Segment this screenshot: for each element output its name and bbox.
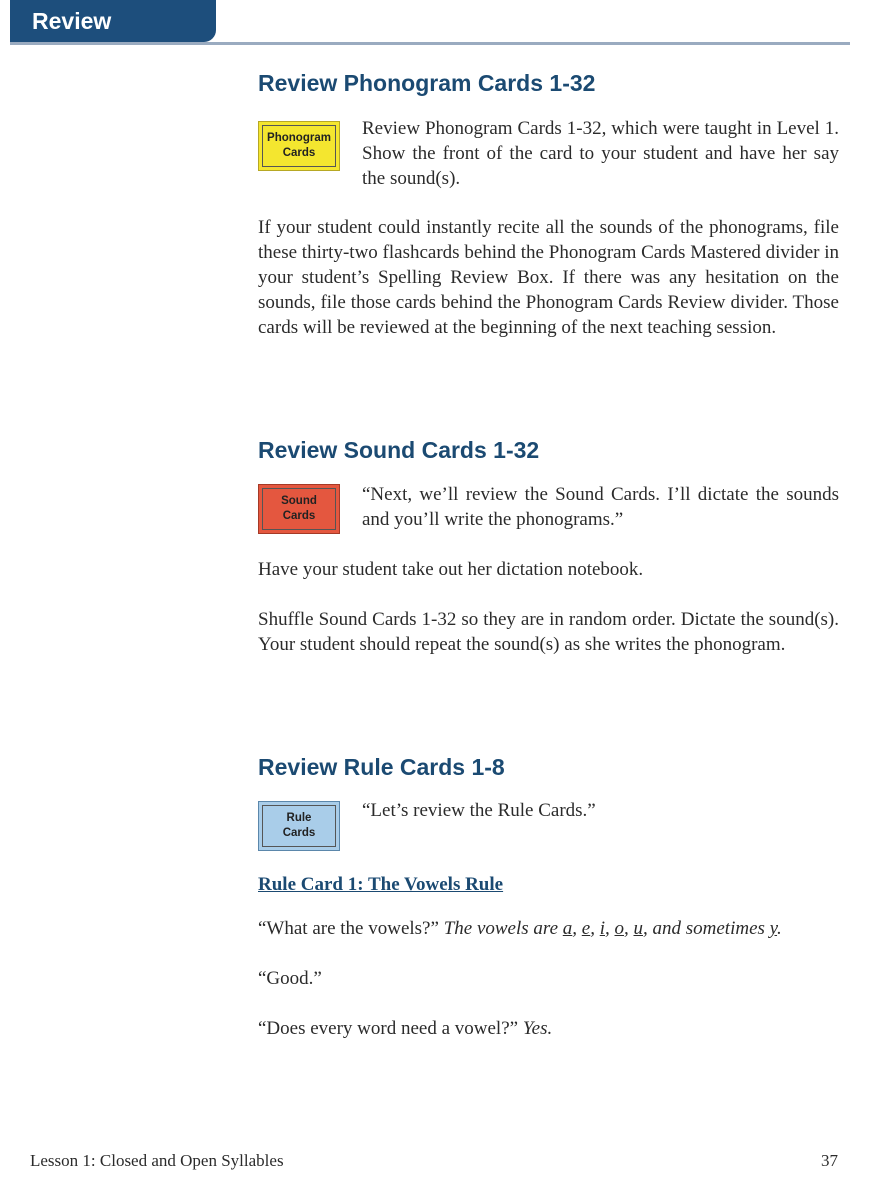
rule-cards-badge [258, 801, 340, 851]
footer-lesson-title: Lesson 1: Closed and Open Syllables [30, 1151, 284, 1170]
phonogram-intro: Review Phonogram Cards 1-32, which were taught in Level 1. Show the front of the card to your student and have her say the sound(s). [362, 118, 839, 189]
phonogram-card-line2: Cards [282, 147, 316, 159]
vowel-u: u [633, 918, 643, 939]
sound-para1: Have your student take out her dictation notebook. [258, 559, 644, 580]
vowels-answer-and: and sometimes [652, 918, 765, 939]
phonogram-section-title: Review Phonogram Cards 1-32 [258, 70, 596, 96]
vowels-answer: The vowels are a, e, i, o, u, and sometimes y. [443, 918, 782, 939]
vowel-need-line [258, 1016, 839, 1041]
footer-page-number: 37 [821, 1151, 838, 1170]
rule-intro: “Let’s review the Rule Cards.” [362, 800, 596, 821]
rule-card-line1: Rule [286, 812, 312, 824]
sound-cards-badge [258, 484, 340, 534]
sound-para2: Shuffle Sound Cards 1-32 so they are in random order. Dictate the sound(s). Your student should repeat the sound(s) as she writes the phonogram. [258, 609, 839, 655]
vowel-a: a [562, 918, 573, 939]
rule-section-title: Review Rule Cards 1-8 [258, 754, 505, 780]
good-line: “Good.” [258, 968, 322, 989]
vowel-need-question: “Does every word need a vowel?” [258, 1018, 519, 1039]
section-tab-label: Review [32, 8, 112, 34]
phonogram-body: If your student could instantly recite all the sounds of the phonograms, file these thirty-two flashcards behind the Phonogram Cards Mastered divider in your student’s Spelling Review Box. If there was any hesitation on the sounds, file those cards behind the Phonogram Cards Review divider. Those cards will be reviewed at the beginning of the next teaching session. [258, 217, 839, 338]
vowels-question: “What are the vowels?” [258, 918, 439, 939]
sound-intro: “Next, we’ll review the Sound Cards. I’ll dictate the sounds and you’ll write the phonograms.” [362, 484, 839, 530]
header-divider [10, 42, 850, 45]
section-tab [10, 0, 216, 42]
phonogram-card-line1: Phonogram [267, 132, 331, 144]
vowels-question-line [258, 916, 839, 941]
phonogram-cards-badge [258, 121, 340, 171]
vowels-answer-prefix: The vowels are [443, 918, 559, 939]
vowel-i: i [599, 918, 605, 939]
sound-card-line2: Cards [282, 510, 316, 522]
vowel-need-answer: Yes. [522, 1018, 553, 1039]
rule-card-line2: Cards [282, 827, 316, 839]
vowel-e: e [581, 918, 591, 939]
sound-section-title: Review Sound Cards 1-32 [258, 437, 540, 463]
sound-card-line1: Sound [281, 495, 317, 507]
vowel-o: o [614, 918, 624, 939]
rule-card-1-subhead: Rule Card 1: The Vowels Rule [258, 874, 504, 895]
vowel-y: y [769, 918, 778, 939]
